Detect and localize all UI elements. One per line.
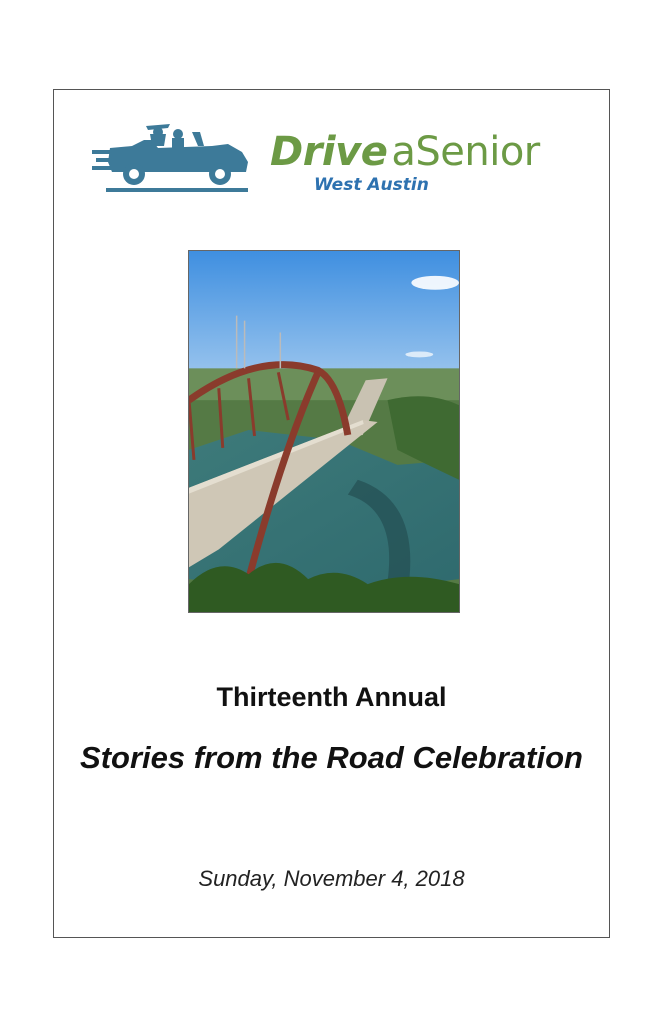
logo-senior-text: Senior [415,129,540,175]
event-date: Sunday, November 4, 2018 [198,866,465,891]
convertible-car-icon [92,122,252,197]
event-title: Stories from the Road Celebration [80,740,583,775]
logo-a-text: a [391,129,416,175]
logo-subtitle: West Austin [314,175,429,195]
logo [92,122,562,202]
logo-wordmark [270,130,540,174]
bridge-over-river-photo [188,250,460,613]
event-edition: Thirteenth Annual [216,682,447,712]
logo-drive-text: Drive [270,129,388,175]
